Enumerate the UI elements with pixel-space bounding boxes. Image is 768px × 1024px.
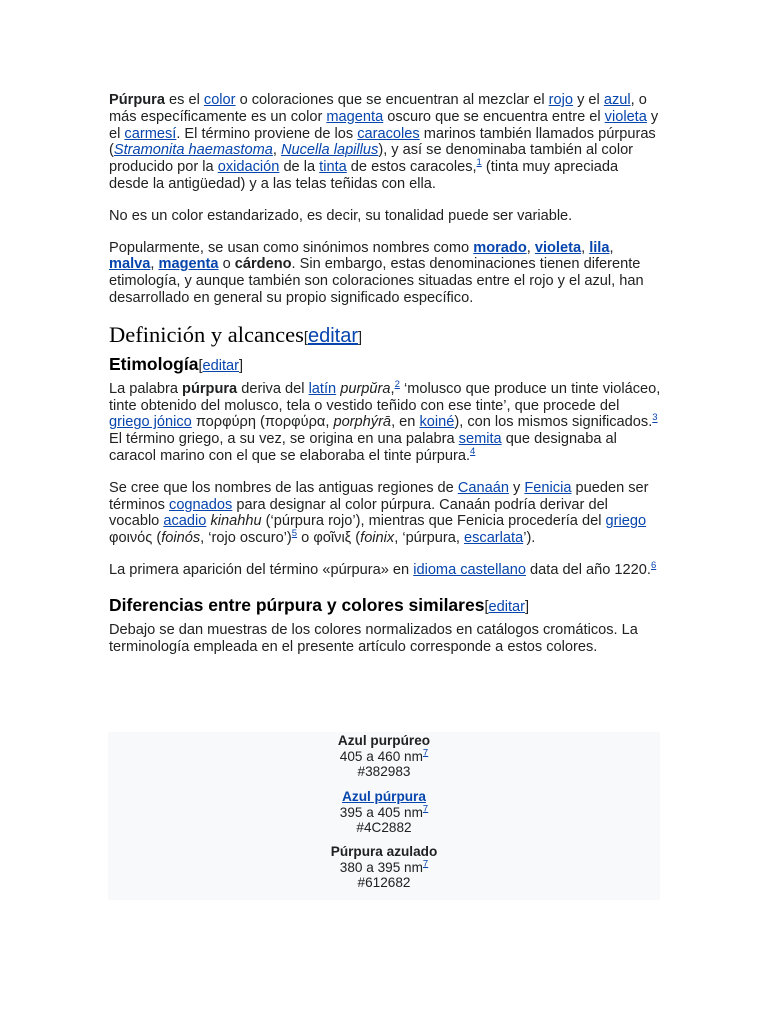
edit-link-etimologia[interactable]: editar: [202, 357, 240, 374]
text: oscuro que se encuentra entre el: [383, 108, 605, 125]
range-text: 395 a 405 nm: [339, 804, 423, 820]
etimologia-paragraph-1: [109, 378, 661, 465]
text: πορφύρη (πορφύρα,: [191, 414, 334, 431]
bracket: ]: [525, 598, 530, 615]
text: ’).: [523, 530, 536, 547]
link-griego[interactable]: griego: [605, 513, 647, 530]
sample-range: [108, 860, 660, 876]
link-stramonita[interactable]: Stramonita haemastoma: [113, 142, 273, 159]
link-oxidacion[interactable]: oxidación: [217, 159, 280, 176]
text: ,: [150, 256, 159, 273]
range-text: 380 a 395 nm: [339, 859, 423, 875]
ref-7[interactable]: 7: [422, 747, 429, 759]
link-magenta[interactable]: magenta: [326, 108, 384, 125]
color-sample-azul-purpureo: [108, 733, 660, 780]
bracket: [: [198, 357, 203, 374]
term: porphýrā: [333, 414, 392, 431]
text: (tinta muy apreciada desde la antigüedad) y a las telas teñidas con ella.: [109, 159, 619, 192]
sample-name: Azul purpúreo: [337, 733, 431, 748]
link-nucella[interactable]: Nucella lapillus: [280, 142, 379, 159]
link-violeta-2[interactable]: violeta: [534, 239, 582, 256]
text: , ‘rojo oscuro’): [200, 530, 292, 547]
text: ), y así se denominaba también al color producido por la: [109, 142, 634, 176]
text: ,: [526, 239, 535, 256]
text: marinos también llamados púrpuras (: [109, 125, 656, 159]
term-cardeno: cárdeno: [234, 256, 292, 273]
link-canaan[interactable]: Canaán: [457, 479, 509, 496]
text: . Sin embargo, estas denominaciones tienen diferente etimología, y aunque también son coloraciones situadas entre el rojo y el azul, han desarrollado en general su propio significado específico.: [109, 256, 644, 306]
term: kinahhu: [210, 513, 262, 530]
ref-7[interactable]: 7: [422, 858, 429, 870]
text: ,: [609, 239, 614, 256]
intro-paragraph-2: No es un color estandarizado, es decir, su tonalidad puede ser variable.: [109, 207, 573, 224]
text: o: [218, 256, 235, 273]
link-caracoles[interactable]: caracoles: [357, 125, 420, 142]
link-color[interactable]: color: [203, 92, 236, 108]
text: data del año 1220.: [525, 561, 651, 578]
heading-etimologia: [109, 353, 661, 377]
text: , ‘púrpura,: [394, 530, 464, 547]
text: (‘púrpura rojo’), mientras que Fenicia procedería del: [261, 513, 606, 530]
sample-hex: #4C2882: [356, 820, 412, 836]
bracket: ]: [239, 357, 244, 374]
link-azul-purpura[interactable]: Azul púrpura: [342, 789, 426, 804]
link-magenta-2[interactable]: magenta: [158, 256, 219, 273]
edit-link-diferencias[interactable]: editar: [488, 598, 526, 615]
link-latin[interactable]: latín: [308, 380, 337, 397]
ref-6[interactable]: 6: [650, 560, 657, 572]
text: . El término proviene de los: [176, 125, 358, 142]
term: foinós: [161, 530, 201, 547]
link-idioma-castellano[interactable]: idioma castellano: [413, 561, 526, 578]
bracket: [: [484, 598, 489, 615]
ref-3[interactable]: 3: [652, 412, 658, 424]
link-fenicia[interactable]: Fenicia: [524, 479, 572, 496]
ref-1[interactable]: 1: [476, 157, 482, 169]
text: pueden ser términos: [109, 479, 649, 513]
text: y el: [573, 92, 604, 108]
text: de estos caracoles,: [346, 159, 477, 176]
text: , en: [391, 414, 420, 431]
bracket: [: [303, 329, 308, 346]
link-tinta[interactable]: tinta: [319, 159, 347, 176]
link-azul[interactable]: azul: [603, 92, 631, 108]
text: ,: [272, 142, 281, 159]
etimologia-paragraph-2: [109, 480, 661, 547]
link-lila[interactable]: lila: [589, 239, 610, 256]
text: de la: [279, 159, 320, 176]
text: o coloraciones que se encuentran al mezclar el: [235, 92, 549, 108]
color-sample-azul-purpura: [108, 789, 660, 836]
text: , o más específicamente es un color: [109, 92, 647, 125]
link-koine[interactable]: koiné: [419, 414, 455, 431]
term: púrpura: [182, 380, 238, 397]
link-violeta[interactable]: violeta: [604, 108, 647, 125]
term-purpura: Púrpura: [109, 92, 165, 108]
link-escarlata[interactable]: escarlata: [463, 530, 524, 547]
color-samples-box: [108, 732, 660, 900]
text: La primera aparición del término «púrpura» en: [109, 561, 414, 578]
ref-2[interactable]: 2: [394, 378, 400, 390]
text: φοινός (: [109, 530, 162, 547]
text: El término griego, a su vez, se origina en una palabra: [109, 431, 459, 448]
sample-range: [108, 805, 660, 821]
sample-name: Púrpura azulado: [330, 844, 438, 859]
text: ), con los mismos significados.: [454, 414, 653, 431]
link-malva[interactable]: malva: [109, 256, 151, 273]
link-semita[interactable]: semita: [458, 431, 502, 448]
sample-range: [108, 749, 660, 765]
link-rojo[interactable]: rojo: [548, 92, 574, 108]
color-sample-purpura-azulado: [108, 844, 660, 891]
intro-paragraph-3: [109, 240, 661, 307]
heading-diferencias: [109, 594, 661, 618]
heading-text: Diferencias entre púrpura y colores similares: [109, 594, 485, 615]
text: o φοῖνιξ (: [297, 530, 361, 547]
edit-link-definicion[interactable]: editar: [307, 324, 359, 347]
text: es el: [164, 92, 204, 108]
sample-name: [108, 789, 660, 805]
ref-7[interactable]: 7: [422, 803, 429, 815]
ref-4[interactable]: 4: [470, 446, 476, 458]
text: Popularmente, se usan como sinónimos nombres como: [109, 239, 474, 256]
link-griego-jonico[interactable]: griego jónico: [109, 414, 192, 431]
etimologia-paragraph-3: [109, 562, 661, 579]
heading-definicion: [109, 322, 661, 351]
heading-text: Definición y alcances: [109, 321, 304, 347]
link-morado[interactable]: morado: [473, 239, 527, 256]
link-acadio[interactable]: acadio: [163, 513, 207, 530]
sample-hex: #612682: [357, 875, 411, 891]
text: ,: [390, 380, 395, 397]
ref-5[interactable]: 5: [291, 528, 298, 540]
article-content: [109, 92, 661, 670]
term: foinix: [360, 530, 395, 547]
intro-paragraph-1: [109, 92, 661, 193]
diferencias-paragraph-1: Debajo se dan muestras de los colores normalizados en catálogos cromáticos. La terminología empleada en el presente artículo corresponde a estos colores.: [109, 621, 638, 655]
text: que designaba al caracol marino con el que se elaboraba el tinte púrpura.: [109, 431, 617, 464]
text: deriva del: [237, 380, 309, 397]
text: ,: [581, 239, 590, 256]
text: para designar al color púrpura. Canaán podría derivar del vocablo: [109, 496, 608, 530]
heading-text: Etimología: [109, 353, 199, 374]
text: La palabra: [109, 380, 183, 397]
term: purpŭra: [340, 380, 391, 397]
text: y: [508, 479, 525, 496]
bracket: ]: [358, 329, 363, 346]
link-carmesi[interactable]: carmesí: [124, 125, 177, 142]
range-text: 405 a 460 nm: [339, 748, 423, 764]
text: y el: [109, 108, 659, 142]
link-cognados[interactable]: cognados: [169, 496, 233, 513]
text: Se cree que los nombres de las antiguas regiones de: [109, 479, 458, 496]
sample-hex: #382983: [357, 764, 411, 780]
text: ‘molusco que produce un tinte violáceo, tinte obtenido del molusco, tela o vestido teñido con ese tinte’, que procede del: [109, 380, 661, 414]
